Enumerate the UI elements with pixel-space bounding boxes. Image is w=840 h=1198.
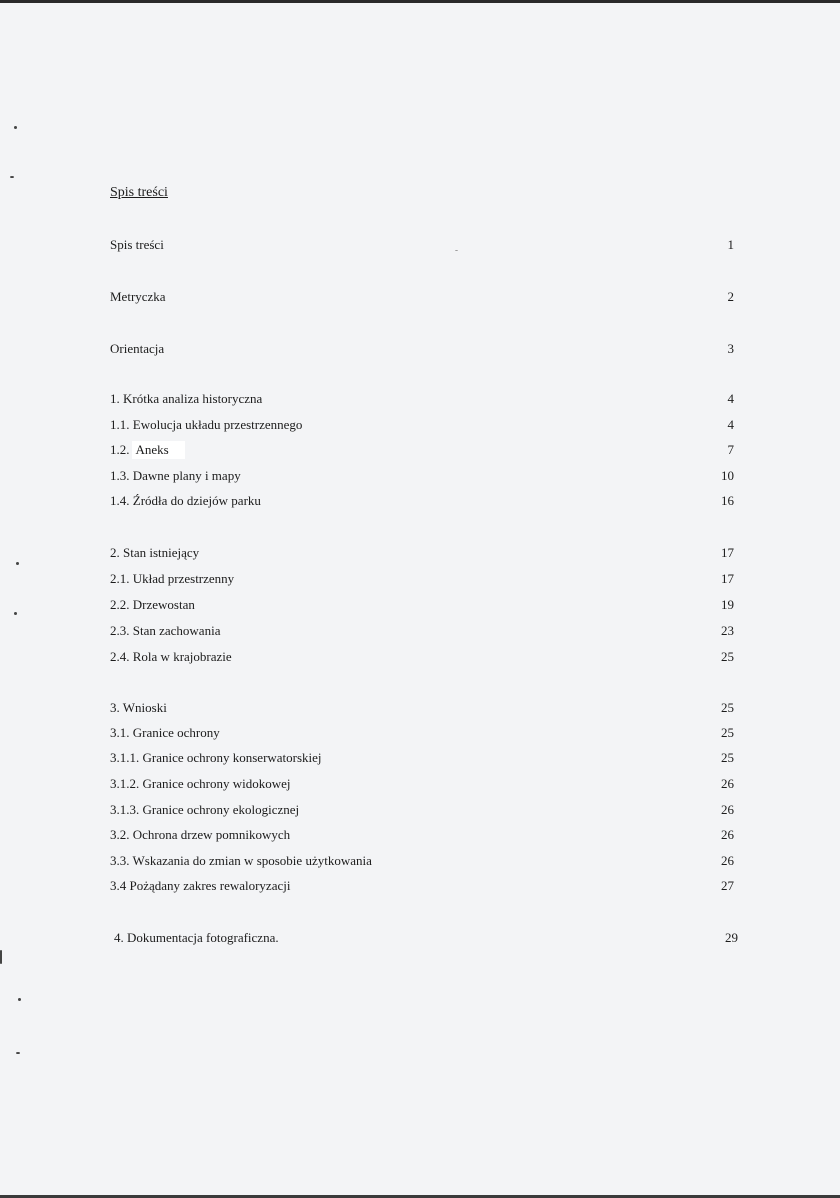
toc-entry-page: 27	[721, 878, 734, 893]
toc-entry-label: Metryczka	[110, 289, 166, 304]
toc-entry-page: 10	[721, 468, 734, 483]
toc-entry	[110, 876, 738, 896]
toc-entry-page: 3	[727, 341, 734, 356]
toc-entry-label: Orientacja	[110, 341, 165, 356]
toc-entry-page: 23	[721, 623, 734, 638]
toc-entry-page: 17	[721, 571, 734, 586]
toc-entry	[110, 621, 738, 641]
toc-entry-page: 2	[727, 289, 734, 304]
scan-speck	[0, 950, 2, 964]
toc-entry	[110, 235, 738, 255]
toc-entry-label: 3.1.3. Granice ochrony ekologicznej	[110, 802, 300, 817]
toc-entry	[110, 415, 738, 435]
toc-entry-label: 3.1.2. Granice ochrony widokowej	[110, 776, 291, 791]
scan-speck	[14, 612, 17, 615]
toc-entry-label: 3. Wnioski	[110, 700, 167, 715]
toc-entry-label: 3.3. Wskazania do zmian w sposobie użytkowania	[110, 853, 372, 868]
toc-entry-page: 25	[721, 649, 734, 664]
toc-entry	[110, 800, 738, 820]
toc-entry-page: 25	[721, 700, 734, 715]
toc-entry-page: 19	[721, 597, 734, 612]
toc-entry-page: 4	[727, 417, 734, 432]
toc-entry	[110, 748, 738, 768]
scan-speck	[14, 126, 17, 129]
toc-entry	[110, 491, 738, 511]
toc-entry	[110, 647, 738, 667]
toc-entry	[110, 543, 738, 563]
toc-entry	[110, 440, 738, 460]
toc-entry-page: 1	[727, 237, 734, 252]
scan-speck	[18, 998, 21, 1001]
toc-entry	[110, 339, 738, 359]
scan-speck	[16, 1052, 20, 1054]
toc-entry	[110, 774, 738, 794]
toc-entry-label: 2.1. Układ przestrzenny	[110, 571, 235, 586]
toc-entry	[110, 287, 738, 307]
toc-entry	[110, 723, 738, 743]
toc-entry-page: 25	[721, 750, 734, 765]
toc-entry-label: 2.4. Rola w krajobrazie	[110, 649, 232, 664]
toc-entry-page: 25	[721, 725, 734, 740]
toc-entry-label: 3.2. Ochrona drzew pomnikowych	[110, 827, 291, 842]
toc-entry-label: 1.4. Źródła do dziejów parku	[110, 493, 261, 508]
toc-entry	[110, 825, 738, 845]
toc-entry-page: 26	[721, 827, 734, 842]
toc-entry-label: 2.3. Stan zachowania	[110, 623, 221, 638]
toc-entry-page: 7	[727, 442, 734, 457]
toc-entry-label: 1.1. Ewolucja układu przestrzennego	[110, 417, 303, 432]
toc-entry-label: 3.1.1. Granice ochrony konserwatorskiej	[110, 750, 322, 765]
toc-entry-page: 16	[721, 493, 734, 508]
toc-entry	[110, 698, 738, 718]
toc-entry	[110, 466, 738, 486]
toc-entry-label: 4. Dokumentacja fotograficzna.	[114, 930, 279, 945]
toc-entry-label: 1. Krótka analiza historyczna	[110, 391, 263, 406]
aneks-label-box: Aneks	[132, 441, 185, 459]
scan-speck	[16, 562, 19, 565]
toc-entry-page: 17	[721, 545, 734, 560]
toc-heading: Spis treści	[110, 185, 168, 200]
toc-entry-page: 26	[721, 802, 734, 817]
toc-entry-label: 2. Stan istniejący	[110, 545, 200, 560]
toc-entry	[110, 595, 738, 615]
toc-entry-label: 3.1. Granice ochrony	[110, 725, 220, 740]
toc-entry-page: 4	[727, 391, 734, 406]
toc-entry	[110, 851, 738, 871]
toc-entry-label: 2.2. Drzewostan	[110, 597, 195, 612]
toc-entry-page: 26	[721, 853, 734, 868]
toc-entry-page: 29	[725, 930, 738, 945]
toc-entry	[110, 569, 738, 589]
toc-entry	[114, 928, 742, 948]
toc-entry-label: 1.2. Aneks	[110, 440, 185, 460]
toc-entry-label: Spis treści	[110, 237, 164, 252]
toc-entry-label: 1.3. Dawne plany i mapy	[110, 468, 241, 483]
toc-entry-label: 3.4 Pożądany zakres rewaloryzacji	[110, 878, 291, 893]
toc-entry-page: 26	[721, 776, 734, 791]
scan-speck	[10, 176, 14, 178]
toc-entry	[110, 389, 738, 409]
